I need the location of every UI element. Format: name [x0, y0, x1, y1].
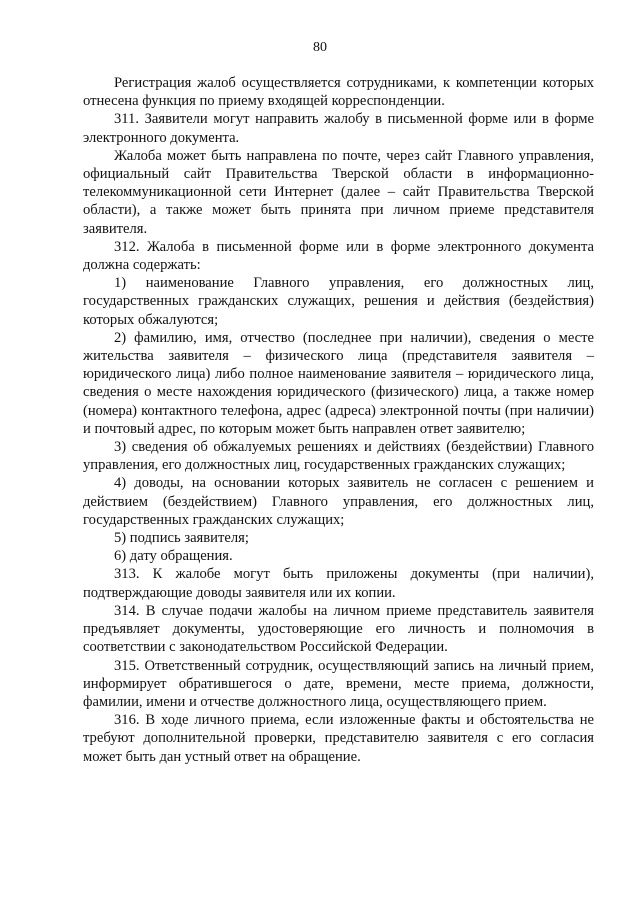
paragraph-311: 311. Заявители могут направить жалобу в письменной форме или в форме электронного документа.: [83, 111, 594, 146]
paragraph-316: 316. В ходе личного приема, если изложенные факты и обстоятельства не требуют дополнительной проверки, представителю заявителя с его согласия может быть дан устный ответ на обращение.: [83, 712, 594, 765]
list-item-6: 6) дату обращения.: [114, 548, 233, 565]
list-item-1: 1) наименование Главного управления, его должностных лиц, государственных гражданских служащих, решения и действия (бездействия) которых обжалуются;: [83, 275, 594, 328]
list-item-4: 4) доводы, на основании которых заявитель не согласен с решением и действием (бездействием) Главного управления, его должностных лиц, государственных гражданских служащих;: [83, 475, 594, 528]
paragraph-registration: Регистрация жалоб осуществляется сотрудниками, к компетенции которых отнесена функция по приему входящей корреспонденции.: [83, 75, 594, 110]
paragraph-315: 315. Ответственный сотрудник, осуществляющий запись на личный прием, информирует обратившегося о дате, времени, месте приема, должности, фамилии, имени и отчестве должностного лица, осуществляющего прием.: [83, 657, 594, 710]
paragraph-314: 314. В случае подачи жалобы на личном приеме представитель заявителя предъявляет документы, удостоверяющие его личность и полномочия в соответствии с законодательством Российской Федерации.: [83, 602, 594, 656]
list-item-3: 3) сведения об обжалуемых решениях и действиях (бездействии) Главного управления, его должностных лиц, государственных гражданских служащих;: [83, 439, 594, 474]
document-body: [83, 74, 594, 766]
paragraph-313: 313. К жалобе могут быть приложены документы (при наличии), подтверждающие доводы заявителя или их копии.: [83, 566, 594, 601]
paragraph-311-channels: Жалоба может быть направлена по почте, через сайт Главного управления, официальный сайт Правительства Тверской области в информационно-телекоммуникационной сети Интернет (далее – сайт Правительства Тверской области), а также может быть принята при личном приеме представителя заявителя.: [83, 147, 594, 237]
paragraph-312: 312. Жалоба в письменной форме или в форме электронного документа должна содержать:: [83, 238, 594, 274]
list-item-2: 2) фамилию, имя, отчество (последнее при наличии), сведения о месте жительства заявителя – физического лица (представителя заявителя – юридического лица) либо полное наименование заявителя – юридического лица, сведения о месте нахождения юридического (физического) лица, а также номер (номера) контактного телефона, адрес (адреса) электронной почты (при наличии) и почтовый адрес, по которым может быть направлен ответ заявителю;: [83, 329, 594, 437]
list-item-5: 5) подпись заявителя;: [114, 530, 249, 547]
page-number: 80: [313, 40, 327, 55]
